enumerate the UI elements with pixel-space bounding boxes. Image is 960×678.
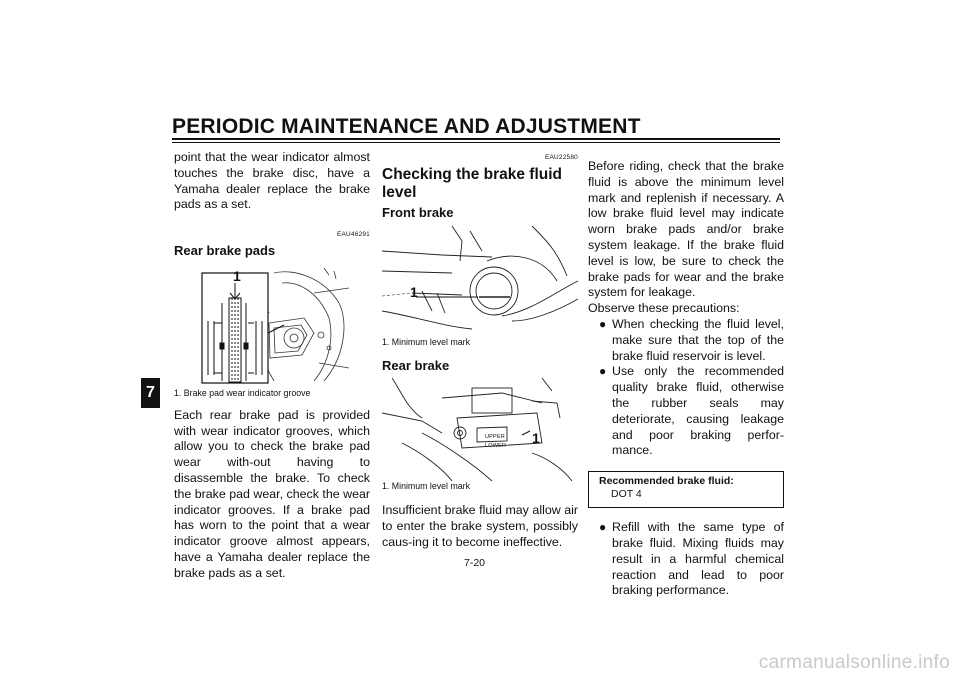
bullet-icon: ● — [599, 520, 607, 535]
bullet-icon: ● — [599, 316, 607, 331]
section-code: EAU22580 — [544, 154, 578, 161]
precaution-item-quality: ● Use only the recommended quality brake fluid, otherwise the rubber seals may deteriorate, causing leakage and poor braking perfor-mance. — [599, 364, 784, 458]
rear-brake-subheading: Rear brake — [382, 357, 450, 373]
chapter-tab: 7 — [141, 378, 160, 408]
rear-brake-figure — [382, 373, 578, 481]
intro-paragraph: point that the wear indicator almost touches the brake disc, have a Yamaha dealer replace the brake pads as a set. — [174, 150, 370, 212]
front-brake-reservoir-illustration — [382, 221, 578, 337]
rear-brake-reservoir-illustration — [382, 373, 578, 481]
insufficient-fluid-paragraph: Insufficient brake fluid may allow air to enter the brake system, possibly caus-ing it to become ineffective. — [382, 503, 578, 549]
recommended-fluid-box — [588, 471, 784, 508]
lower-label: LOWER — [485, 443, 507, 450]
front-brake-figure — [382, 221, 578, 337]
brake-fluid-heading: Checking the brake fluid level — [382, 165, 563, 201]
column-right — [588, 150, 784, 599]
figure-callout-1: 1 — [233, 267, 241, 284]
brake-pad-caption: 1. Brake pad wear indicator groove — [174, 387, 311, 398]
bullet-icon: ● — [599, 364, 607, 379]
page-number: 7-20 — [464, 557, 486, 569]
precaution-item-level: ● When checking the fluid level, make sure that the top of the brake fluid reservoir is level. — [599, 316, 784, 363]
spec-label: Recommended brake fluid: — [599, 475, 734, 488]
precaution-item-same-type: ● Refill with the same type of brake fluid. Mixing fluids may result in a harmful chemical reaction and lead to poor braking performance. — [599, 520, 784, 598]
brake-pad-illustration — [174, 263, 354, 385]
rear-brake-pads-paragraph: Each rear brake pad is provided with wear indicator grooves, which allow you to check the brake pad wear with-out having to disassemble the brake. To check the brake pad wear, check the wear indicator grooves. If a brake pad has worn to the point that a wear indicator groove almost appears, have a Yamaha dealer replace the brake pads as a set. — [174, 407, 370, 580]
column-middle — [382, 150, 578, 551]
spec-value: DOT 4 — [611, 488, 642, 501]
before-riding-paragraph: Before riding, check that the brake fluid is above the minimum level mark and replenish if necessary. A low brake fluid level may indicate worn brake pads and/or brake system leakage. If the brake fluid level is low, be sure to check the brake pads for wear and the brake system for leakage. — [588, 159, 784, 300]
rear-brake-pads-heading: Rear brake pads — [174, 242, 276, 258]
upper-label: UPPER — [485, 434, 505, 441]
rear-figure-callout-1: 1 — [532, 430, 540, 447]
page-header-title: PERIODIC MAINTENANCE AND ADJUSTMENT — [172, 115, 641, 138]
front-brake-caption: 1. Minimum level mark — [382, 336, 470, 347]
brake-pad-figure — [174, 263, 370, 385]
front-figure-callout-1: 1 — [410, 283, 418, 300]
column-left — [174, 150, 370, 582]
rear-brake-caption: 1. Minimum level mark — [382, 481, 470, 492]
precautions-intro: Observe these precautions: — [588, 301, 740, 316]
watermark: carmanualsonline.info — [758, 652, 950, 673]
header-rule-thin — [172, 142, 780, 143]
header-rule-thick — [172, 138, 780, 140]
front-brake-subheading: Front brake — [382, 204, 454, 220]
section-code: EAU46291 — [336, 231, 370, 239]
